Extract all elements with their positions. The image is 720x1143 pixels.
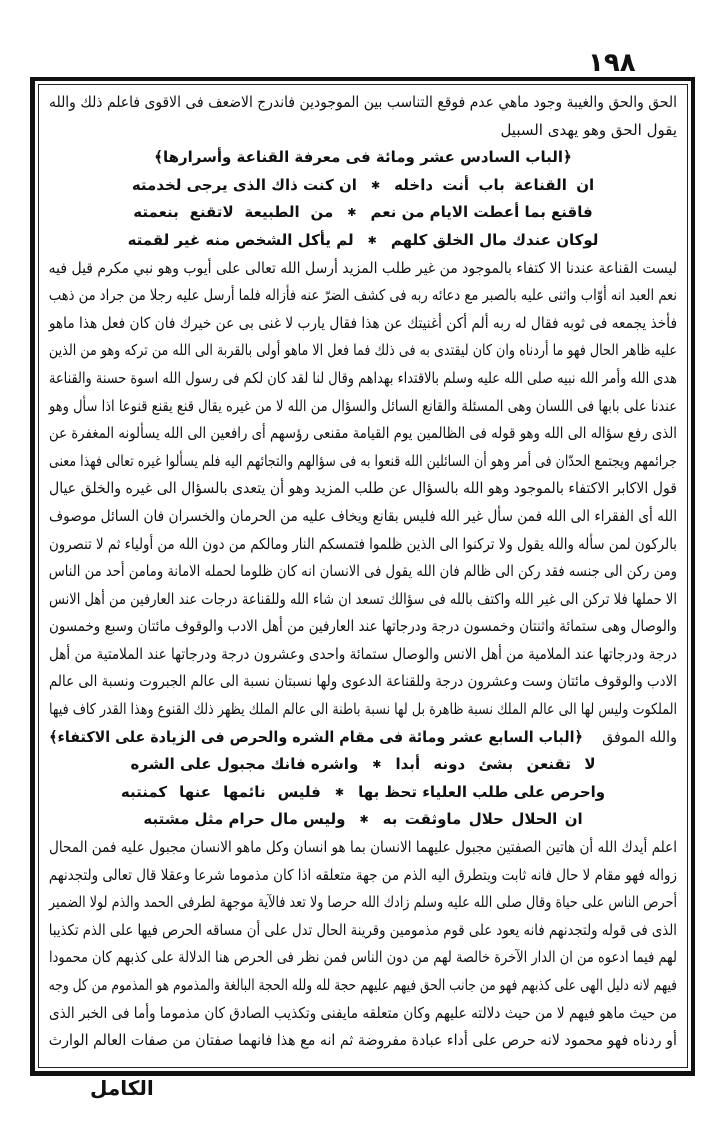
verse-line: [49, 751, 677, 779]
hemistich-first: لا تقنعن بشئ دونه أبدا: [395, 755, 596, 774]
star-ornament-icon: ✱: [372, 758, 382, 772]
text-line: قول الاكابر الاكتفاء بالموجود وهو الله بالسؤال عن طلب المزيد وهو أن يتعدى بالسؤال الى غيره والخلق عيال: [49, 479, 677, 498]
hemistich-first: واحرص على طلب العلياء تحظ بها: [358, 782, 606, 801]
text-line: زواله فهو مقام لا حال فانه ثابت ويتطرق اليه الذم من جهة متعلقه اذا كان مذموما شرعا وعقلا قال تعالى ولتجدنهم: [48, 865, 677, 884]
text-line: الذى رفع سؤاله الى الله وهو قوله فى الظالمين يوم القيامة مقنعى رؤسهم أى رافعين الى الله يسألونه المغفرة عن: [49, 424, 677, 443]
text-line: من حيث ماهو فيهم لا من حيث دلالته عليهم وكان متعلقه مايفنى وتكذيب الصادق كان مذموما وأما فى الخبر الذى: [49, 1003, 677, 1022]
star-ornament-icon: ✱: [334, 785, 345, 799]
verse-line: [49, 806, 677, 834]
text-line: الذى فى قوله ولتجدنهم فانه يعود على قوم مذمومين وقرينة الحال تدل على أن مساقه الحرص فيها على الذم تكذيبا: [48, 920, 677, 939]
text-line: لهم فيما ادعوه من ان الدار الآخرة خالصة لهم من دون الناس فمن نظر فى الحرص هنا الدلالة على كذبهم كان محمودا: [49, 948, 677, 967]
text-line: جرائمهم ويجتمع الحدّان فى أمر وهو أن السائلين الله قنعوا به فى سؤالهم والتجائهم اليه فلم يسألوا غيره تعالى فهذا معنى: [49, 451, 677, 470]
text-line: فيهم لانه دليل الهى على كذبهم فهو من جانب الحق فيهم عليهم حجة لله ولله الحجة البالغة والمذموم هو المذموم من كل وجه: [48, 976, 678, 994]
hemistich-second: ان كنت ذاك الذى يرجى لخدمته: [131, 175, 357, 194]
text-body: [38, 84, 688, 1068]
catchword: الكامل: [90, 1076, 154, 1100]
closing-phrase: والله الموفق: [602, 727, 677, 746]
star-ornament-icon: ✱: [359, 813, 369, 827]
hemistich-first: ان الحلال حلال ماوثقت به: [382, 810, 583, 829]
text-line: أو ردناه فهو محمود لانه حرص على أداء عبادة مفروضة ثم انه مع هذا فانهما صفتان من صفات العالم الوارث: [48, 1031, 678, 1050]
verse-line: [49, 779, 677, 807]
text-line: الا حملها فلا تركن الى غير الله واكتف بالله فى سؤالك تسعد ان شاء الله وللقناعة درجات عند العارفين من أهل الانس: [49, 589, 677, 608]
text-line: الملكوت وليس لها الى عالم الملك نسبة ظاهرة بل لها نسبة باطنة الى عالم الملك يظهر ذلك القنوع وهذا القدر كاف فيها: [49, 700, 677, 719]
text-line: هدى الله وأمر الله نبيه صلى الله عليه وسلم بالاقتداء بهداهم وقال لنا لقد كان لكم فى رسول الله اسوة حسنة والقناعة: [49, 368, 677, 387]
chapter-heading: ﴿الباب السادس عشر ومائة فى معرفة القناعة وأسرارها﴾: [154, 148, 572, 167]
text-line: اعلم أيدك الله أن هاتين الصفتين مجبول عليهما الانسان بما هو انسان وكل ماهو الانسان مجبول عليه فمن المحال: [49, 838, 677, 857]
hemistich-second: واشره فانك مجبول على الشره: [130, 755, 359, 774]
text-line: أحرص الناس على حياة وقال صلى الله عليه وسلم زادك الله حرصا ولا تعد فالآية موجهة لطرفى الحمد والذم لولا الضمير: [49, 893, 677, 912]
text-line: يقول الحق وهو يهدى السبيل: [500, 120, 677, 139]
star-ornament-icon: ✱: [347, 206, 357, 220]
text-line: نعم العبد انه أوّاب واثنى عليه بالصبر مع دعائه ربه فى كشف الضرّ عنه فأزاله فلما أرسل عليه رجلا من جراد من ذهب: [48, 286, 677, 305]
hemistich-second: وليس مال حرام مثل مشتبه: [143, 810, 346, 829]
verse-line: [49, 227, 677, 255]
text-line: فأخذ يجمعه فى ثوبه فقال له ربه ألم أكن أغنيتك عن هذا فقال يارب لا غنى بى عن خيرك فان كان فعل هذا ماهو: [48, 313, 677, 332]
text-line: عليه ظاهر الحال فهو ما أردناه وان كان ليقتدى به فى ذلك فما فعل الا ماهو أولى بالقربة الى الله من تركه وهو من الذين: [48, 341, 677, 360]
text-line: الحق والحق والغيبة وجود ماهي عدم فوقع التناسب بين الموجودين فاندرج الاضعف فى الاقوى فاعلم ذلك والله: [49, 93, 677, 111]
verse-line: [49, 199, 677, 227]
text-line: ومن ركن الى جنسه فقد ركن الى ظالم فان الله يقول فى الانسان انه كان ظلوما لحمله الامانة ومامن أحد من الناس: [48, 562, 678, 581]
chapter-transition-line: [49, 724, 677, 752]
text-line: ليست القناعة عندنا الا كتفاء بالموجود من غير طلب المزيد أرسل الله تعالى على أيوب وهو نبي مكرم قيل فيه: [48, 258, 678, 277]
text-frame: [30, 77, 695, 1076]
hemistich-second: لم يأكل الشخص منه غير لقمته: [127, 230, 354, 249]
text-line: الادب والوقوف مائتان وست وعشرون درجة وللقناعة الدعوى ولها نسبتان نسبة الى عالم الجبروت ونسبة الى عالم: [49, 672, 677, 691]
hemistich-first: لوكان عندك مال الخلق كلهم: [390, 230, 599, 249]
star-ornament-icon: ✱: [370, 178, 381, 192]
star-ornament-icon: ✱: [367, 233, 377, 247]
text-line: بالركون لمن سأله والله يقول ولا تركنوا الى الذين ظلموا فتمسكم النار ومالكم من دون الله من أولياء ثم لا تنصرون: [49, 534, 677, 553]
hemistich-first: ان القناعة باب أنت داخله: [394, 175, 595, 194]
chapter-heading: ﴿الباب السابع عشر ومائة فى مقام الشره والحرص فى الزيادة على الاكتفاء﴾: [49, 727, 583, 746]
text-line: الله أى الفقراء الى الله فمن سأل غير الله فليس بقانع ويخاف عليه من الحرمان والخسران فان السائل موصوف: [49, 506, 677, 525]
text-line: درجة ودرجاتها عند الملامية من أهل الانس والوصال ستمائة واحدى وعشرون درجة ودرجاتها عند الملامتية من أهل: [49, 644, 677, 663]
page-number: ١٩٨: [588, 48, 636, 78]
hemistich-first: فاقنع بما أعطت الايام من نعم: [370, 203, 593, 222]
text-line: والوصال وهى ستمائة واثنتان وخمسون درجة ودرجاتها عند العارفين من أهل الادب والوقوف مائتان وسبع وخمسون: [49, 617, 677, 636]
hemistich-second: من الطبيعة لاتقنع بنعمته: [133, 203, 334, 222]
text-line: عندنا على بابها فى اللسان وهى المسئلة والقانع السائل والسؤال من الله لا من غيره يقال قنع يقنع قنوعا اذا سأل وهو: [49, 396, 677, 415]
hemistich-second: فليس نائمها عنها كمنتبه: [120, 782, 321, 801]
verse-line: [49, 172, 677, 200]
